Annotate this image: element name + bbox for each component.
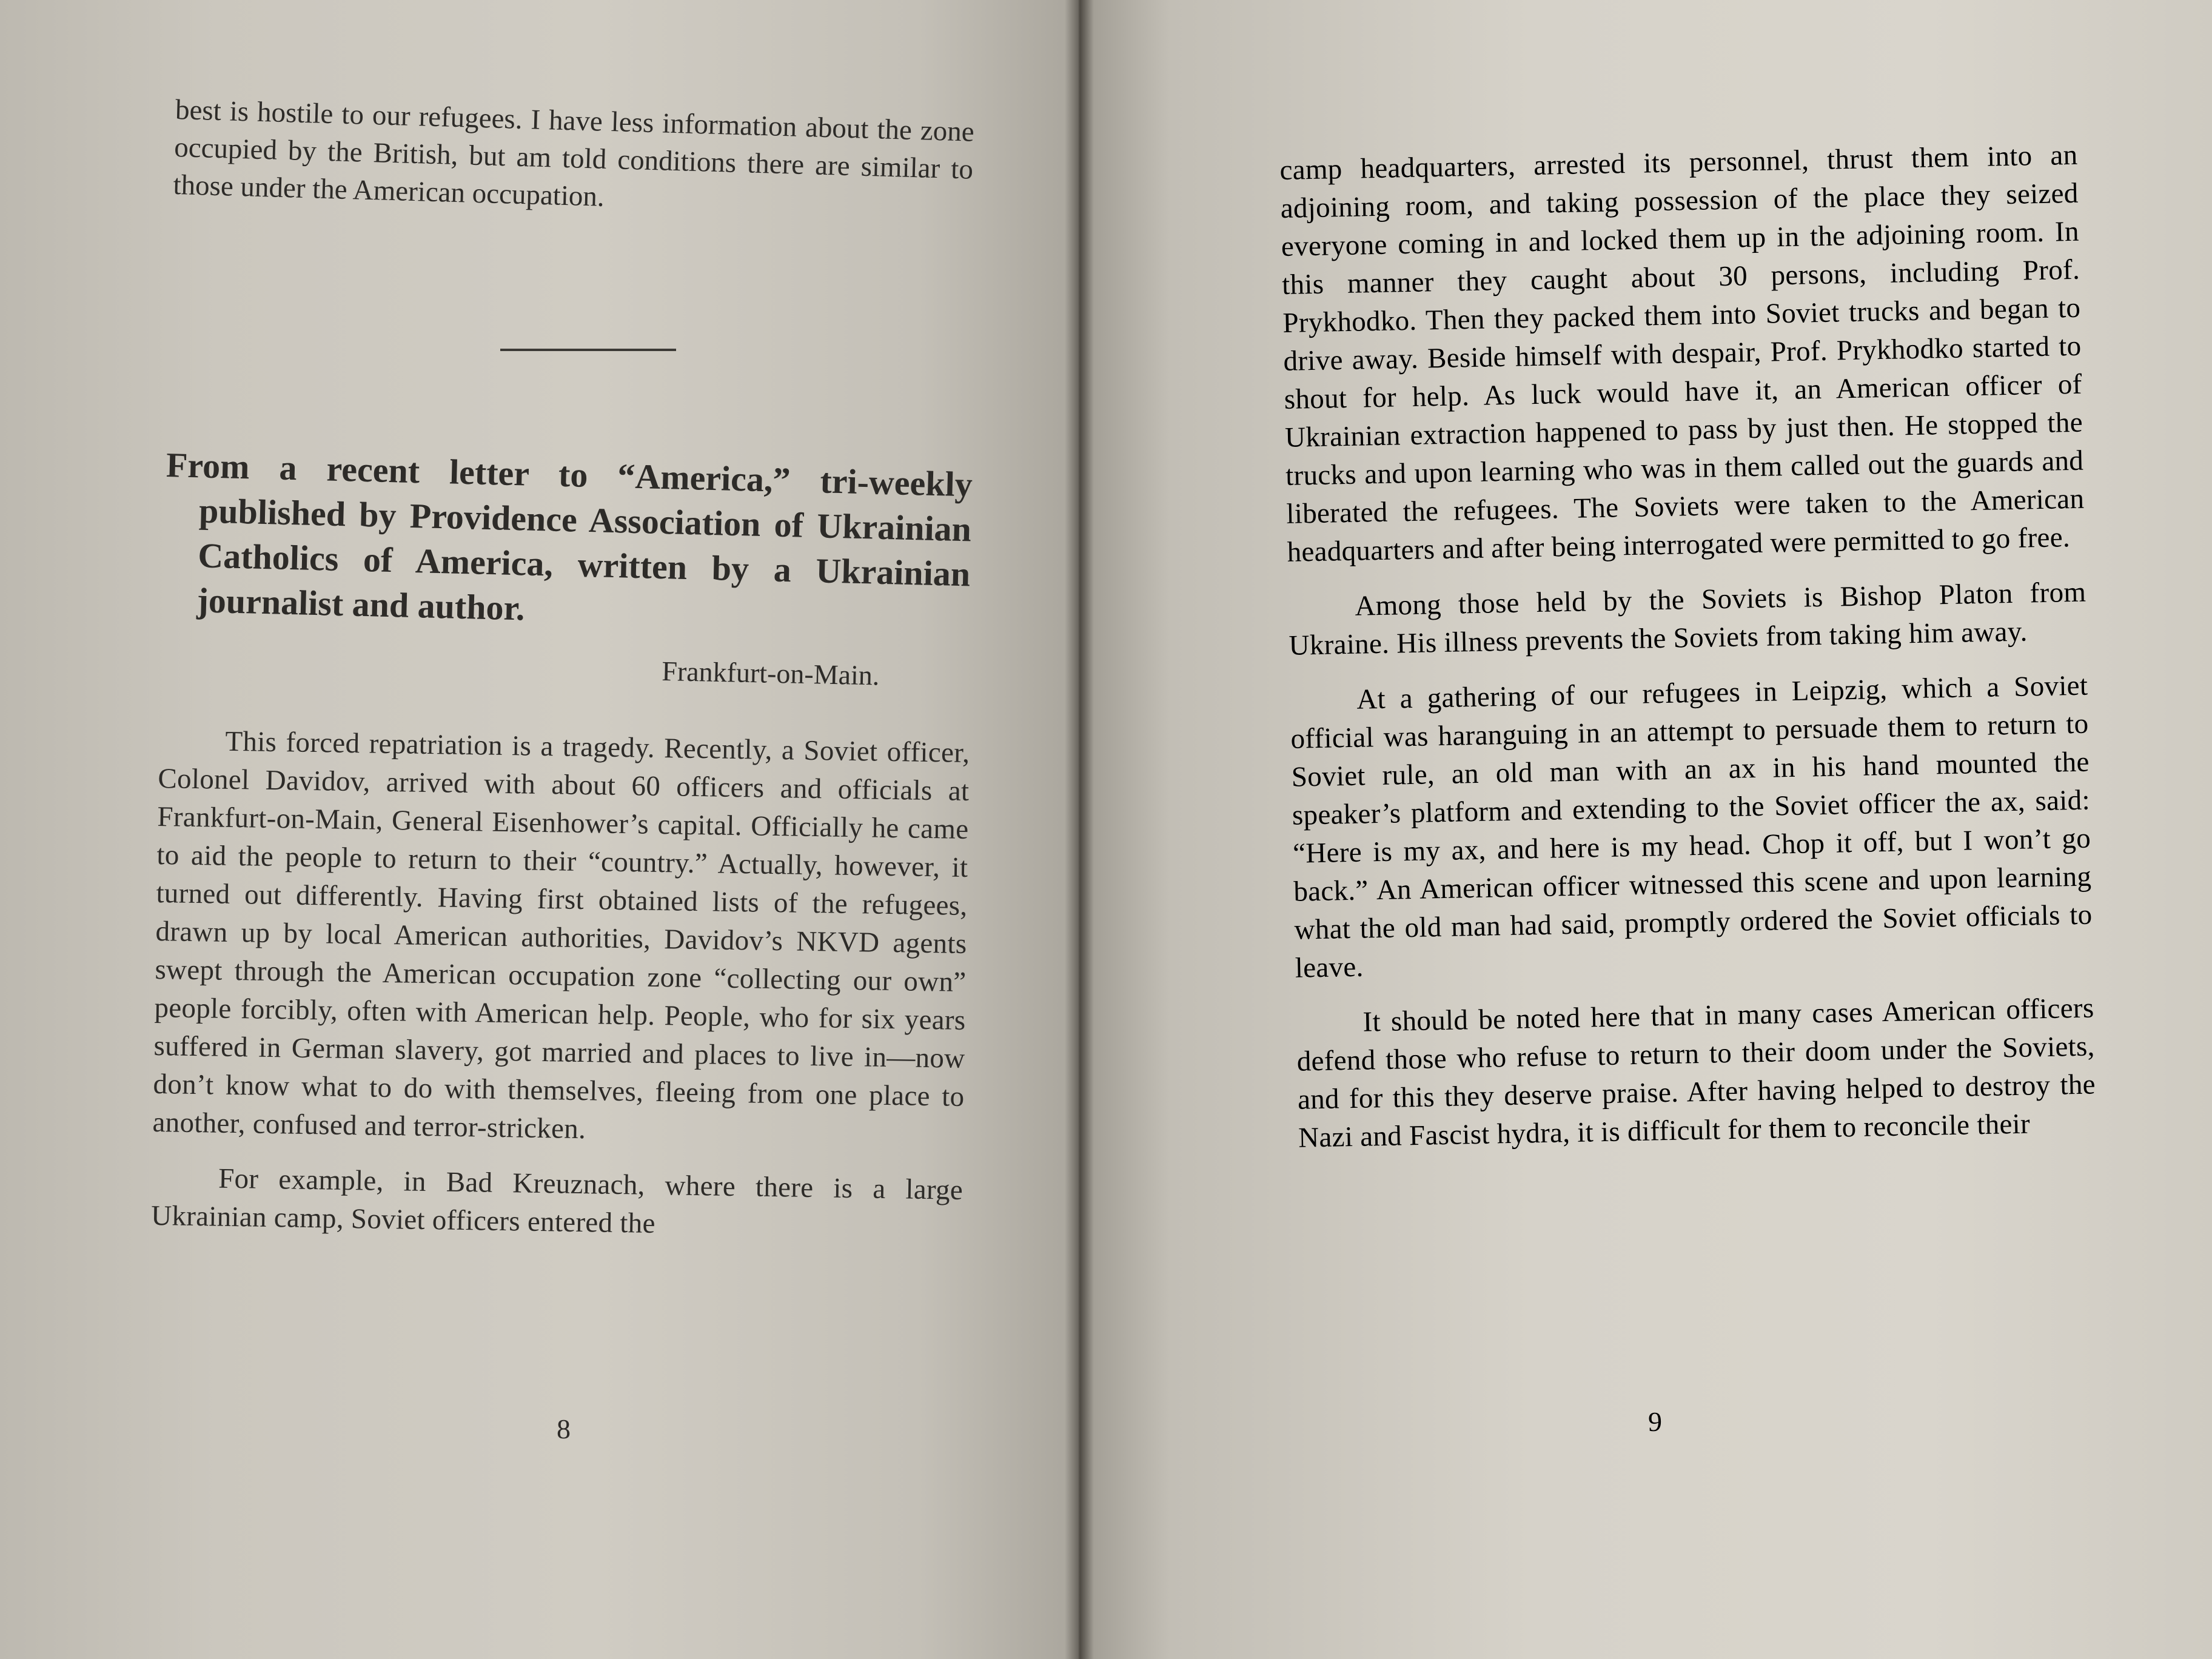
- right-paragraph: It should be noted here that in many cases American officers defend those who refuse to return to their doom under the Soviets, and for this they deserve praise. After having helped to destroy the Nazi and Fascist hydra, it is difficult for them to reconcile their: [1296, 992, 2096, 1154]
- right-body-text: [1279, 136, 2097, 1158]
- right-paragraph: At a gathering of our refugees in Leipzig, which a Soviet official was haranguing in an attempt to persuade them to return to Soviet rule, an old man with an ax in his hand mounted the speaker’s platform and extending to the Soviet officer the ax, said: “Here is my ax, and here is my head. Chop it off, but I won’t go back.” An American officer witnessed this scene and upon learning what the old man had said, promptly ordered the Soviet officials to leave.: [1290, 669, 2093, 984]
- book-gutter: [1065, 0, 1094, 1659]
- dateline: Frankfurt-on-Main.: [661, 655, 880, 691]
- heading-line-2: published by Providence Association of Ukrainian Catholics of America, written by a Ukrainian journalist and author.: [196, 491, 972, 628]
- right-paragraph: Among those held by the Soviets is Bishop Platon from Ukraine. His illness prevents the Soviets from taking him away.: [1289, 576, 2086, 662]
- left-paragraph: This forced repatriation is a tragedy. Recently, a Soviet officer, Colonel Davidov, arrived with about 60 officers and officials at Frankfurt-on-Main, General Eisenhower’s capital. Officially he came to aid the people to return to their “country.” Actually, however, it turned out differently. Having first obtained lists of the refugees, drawn up by local American authorities, Davidov’s NKVD agents swept through the American occupation zone “collecting our own” people forcibly, often with American help. People, who for six years suffered in German slavery, got married and places to live in—now don’t know what to do with themselves, fleeing from one place to another, confused and terror-stricken.: [152, 725, 970, 1145]
- right-paragraph: camp headquarters, arrested its personnel, thrust them into an adjoining room, and taking possession of the place they seized everyone coming in and locked them up in the adjoining room. In this manner they caught about 30 persons, including Prof. Prykhodko. Then they packed them into Soviet trucks and began to drive away. Beside himself with despair, Prof. Prykhodko started to shout for help. As luck would have it, an American officer of Ukrainian extraction happened to pass by just then. He stopped the trucks and upon learning who was in them called out the guards and liberated the refugees. The Soviets were taken to the American headquarters and after being interrogated were permitted to go free.: [1279, 139, 2085, 568]
- left-top-paragraph: best is hostile to our refugees. I have less information about the zone occupied by the British, but am told conditions there are similar to those under the American occupation.: [172, 93, 975, 213]
- section-divider: [500, 349, 676, 351]
- letter-heading-text: [163, 443, 973, 642]
- letter-heading: [163, 443, 973, 642]
- page-number-right: 9: [1648, 1406, 1662, 1437]
- page-number-left: 8: [557, 1413, 571, 1444]
- left-body-text: [151, 722, 970, 1248]
- heading-line-1: From a recent letter to “America,” tri-weekly: [166, 444, 973, 504]
- left-paragraph: For example, in Bad Kreuznach, where there is a large Ukrainian camp, Soviet officers entered the: [150, 1162, 964, 1239]
- left-page: [0, 0, 1079, 1659]
